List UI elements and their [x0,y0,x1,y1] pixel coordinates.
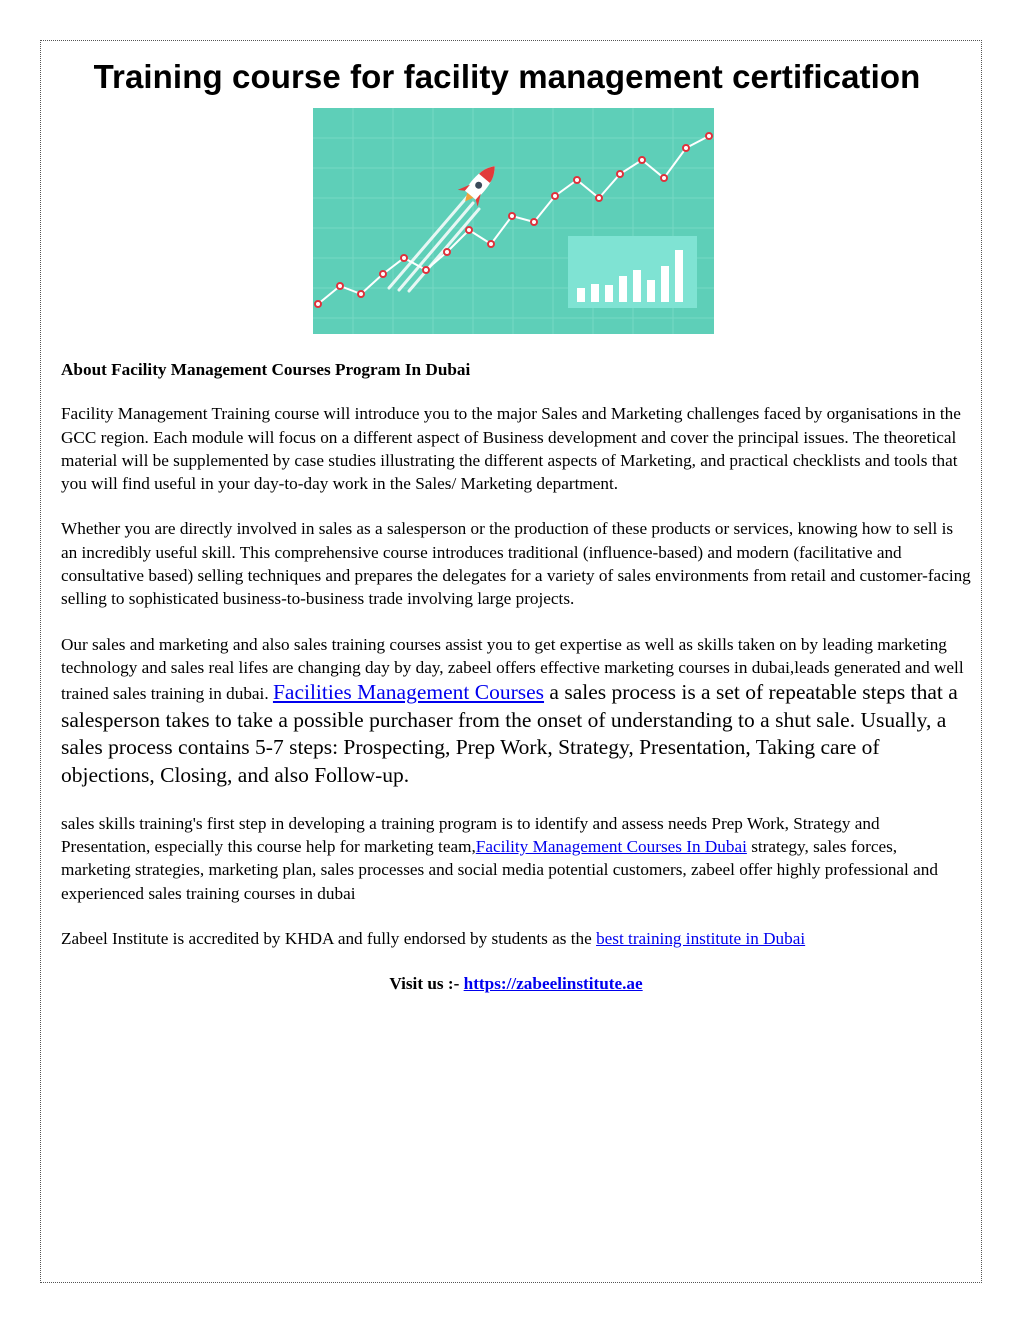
paragraph-text-large: a sales process is a set of repeatable steps that a salesperson takes to take a possible purchaser from the onset of understanding to a shut sale. Usually, a sales process contains 5-7 steps: Prospecting, Prep Work, Strategy, Presentation, Taking care of objections, Closing, and also Follow-up. [61,680,958,788]
facilities-management-courses-link[interactable]: Facilities Management Courses [272,680,545,705]
paragraph-intro: Facility Management Training course will introduce you to the major Sales and Marketing challenges faced by organisations in the GCC region. Each module will focus on a different aspect of Business development and cover the principal issues. The theoretical material will be supplemented by case studies illustrating the different aspects of Marketing, and practical checklists and tools that you will find useful in your day-to-day work in the Sales/ Marketing department. [61,404,961,494]
facility-management-courses-dubai-link[interactable]: Facility Management Courses In Dubai [475,836,747,856]
page-title: Training course for facility management certification [93,58,921,95]
paragraph-text: Our sales and marketing and also sales training courses assist you to get expertise as well as skills taken on by leading marketing technology and sales real lifes are changing day by day, zabeel offers effective marketing courses in dubai,leads generated and well trained sales training in dubai. [61,634,964,704]
best-training-institute-link[interactable]: best training institute in Dubai [596,928,806,948]
paragraph-sales-skill: Whether you are directly involved in sales as a salesperson or the production of these products or services, knowing how to sell is an incredibly useful skill. This comprehensive course introduces traditional (influence-based) and modern (facilitative and consultative based) selling techniques and prepares the delegates for a variety of sales environments from retail and customer-facing selling to sophisticated business-to-business trade involving large projects. [61,519,971,609]
paragraph-sales-process [61,633,971,790]
section-heading: About Facility Management Courses Program In Dubai [61,360,471,379]
website-link[interactable]: https://zabeelinstitute.ae [463,974,643,994]
growth-chart-illustration [313,108,714,334]
article-body [61,358,971,1017]
visit-us-line [61,972,971,995]
visit-label: Visit us :- [389,974,464,994]
paragraph-text: sales skills training's first step in developing a training program is to identify and assess needs Prep Work, Strategy and Presentation, especially this course help for marketing team, [61,813,880,856]
paragraph-text: strategy, sales forces, marketing strategies, marketing plan, sales processes and social media potential customers, zabeel offer highly professional and experienced sales training courses in dubai [61,836,938,903]
paragraph-accreditation [61,927,971,950]
paragraph-text: Zabeel Institute is accredited by KHDA and fully endorsed by students as the [61,928,597,948]
paragraph-training-steps [61,812,971,905]
